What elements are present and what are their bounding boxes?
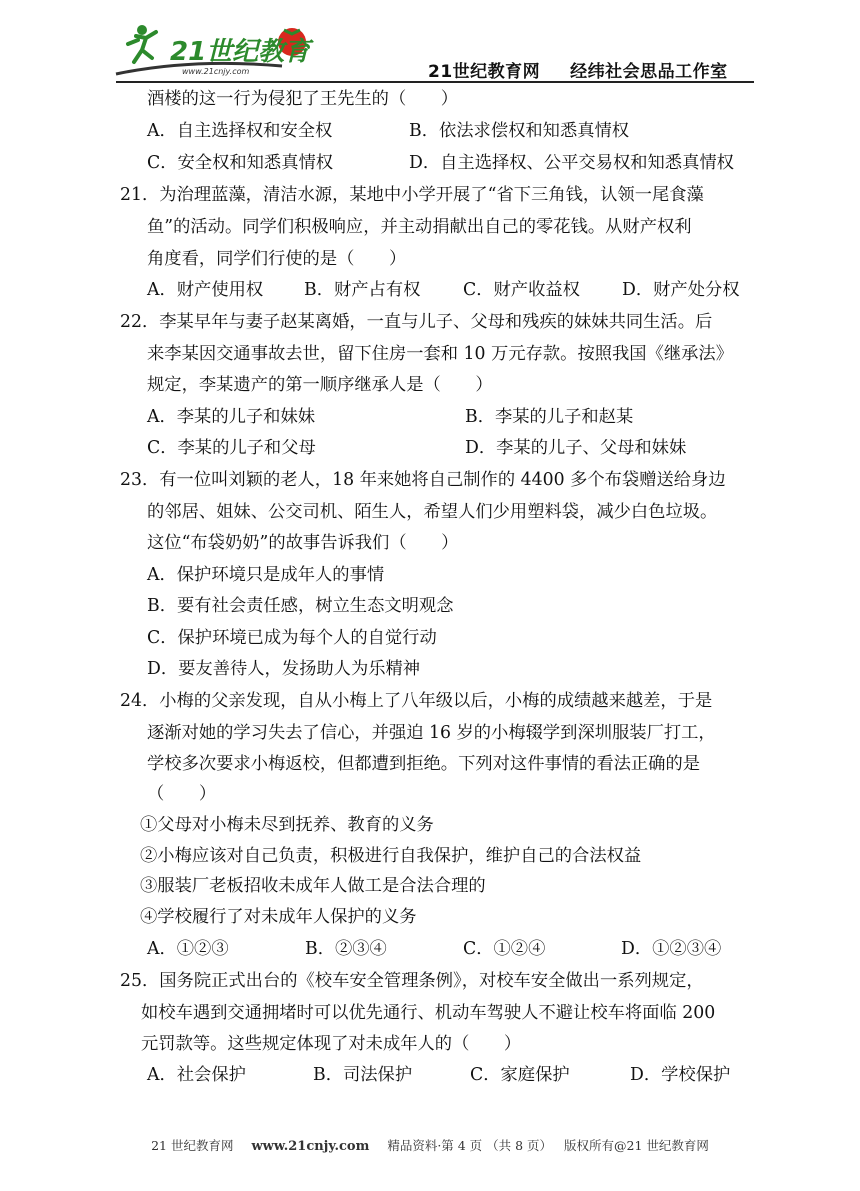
q20-options-row1 bbox=[147, 116, 629, 147]
q23-option-a[interactable]: A．保护环境只是成年人的事情 bbox=[147, 565, 385, 585]
q20-option-a[interactable]: A．自主选择权和安全权 bbox=[147, 121, 333, 141]
q20-options-row2 bbox=[147, 148, 734, 179]
q24-option-d[interactable]: D．①②③④ bbox=[621, 939, 722, 959]
footer-page-info: 精品资料·第 4 页 （共 8 页） bbox=[387, 1138, 553, 1153]
header-divider bbox=[116, 81, 754, 83]
q21-option-d[interactable]: D．财产处分权 bbox=[622, 280, 740, 300]
q22-stem-line3: 规定，李某遗产的第一顺序继承人是（ ） bbox=[147, 375, 493, 395]
q22-option-a[interactable]: A．李某的儿子和妹妹 bbox=[147, 407, 316, 427]
q22-stem-line1: 22．李某早年与妻子赵某离婚，一直与儿子、父母和残疾的妹妹共同生活。后 bbox=[120, 312, 713, 332]
q21-option-b[interactable]: B．财产占有权 bbox=[304, 280, 421, 300]
q25-option-c[interactable]: C．家庭保护 bbox=[470, 1065, 570, 1085]
q22-options-row1 bbox=[147, 402, 633, 433]
q25-stem-line3: 元罚款等。这些规定体现了对未成年人的（ ） bbox=[141, 1034, 522, 1054]
q25-stem-line1: 25．国务院正式出台的《校车安全管理条例》，对校车安全做出一系列规定， bbox=[120, 971, 704, 991]
q23-stem-line1: 23．有一位叫刘颖的老人，18 年来她将自己制作的 4400 多个布袋赠送给身边 bbox=[120, 470, 726, 490]
header-site-name[interactable]: 21世纪教育网 bbox=[428, 62, 541, 82]
footer-url-link[interactable]: www.21cnjy.com bbox=[251, 1139, 370, 1154]
q23-stem-line3: 这位“布袋奶奶”的故事告诉我们（ ） bbox=[147, 533, 459, 553]
q21-option-a[interactable]: A．财产使用权 bbox=[147, 280, 264, 300]
q22-options-row2 bbox=[147, 433, 686, 464]
q20-stem-continued: 酒楼的这一行为侵犯了王先生的（ ） bbox=[147, 89, 459, 109]
logo-wordmark: 21世纪教育 bbox=[170, 37, 311, 67]
q24-option-b[interactable]: B．②③④ bbox=[305, 939, 387, 959]
page-footer bbox=[0, 1136, 860, 1154]
logo-url: www.21cnjy.com bbox=[182, 67, 250, 76]
q25-stem-line2: 如校车遇到交通拥堵时可以优先通行、机动车驾驶人不避让校车将面临 200 bbox=[141, 1003, 716, 1023]
q25-options bbox=[147, 1060, 787, 1091]
q24-options bbox=[147, 934, 787, 965]
q22-option-c[interactable]: C．李某的儿子和父母 bbox=[147, 438, 316, 458]
q24-statement-3: ③服装厂老板招收未成年人做工是合法合理的 bbox=[140, 876, 486, 896]
q20-option-b[interactable]: B．依法求偿权和知悉真情权 bbox=[409, 121, 630, 141]
runner-logo-icon bbox=[112, 18, 322, 80]
q24-stem-line3: 学校多次要求小梅返校，但都遭到拒绝。下列对这件事情的看法正确的是 bbox=[147, 754, 701, 774]
q24-statement-1: ①父母对小梅未尽到抚养、教育的义务 bbox=[140, 815, 434, 835]
site-logo[interactable] bbox=[112, 18, 322, 80]
q23-option-b[interactable]: B．要有社会责任感，树立生态文明观念 bbox=[147, 596, 454, 616]
q20-option-d[interactable]: D．自主选择权、公平交易权和知悉真情权 bbox=[409, 153, 734, 173]
q23-stem-line2: 的邻居、姐妹、公交司机、陌生人，希望人们少用塑料袋，减少白色垃圾。 bbox=[147, 502, 718, 522]
q22-stem-line2: 来李某因交通事故去世，留下住房一套和 10 万元存款。按照我国《继承法》 bbox=[147, 344, 733, 364]
q25-option-b[interactable]: B．司法保护 bbox=[313, 1065, 413, 1085]
footer-site: 21 世纪教育网 bbox=[151, 1138, 234, 1153]
q22-option-d[interactable]: D．李某的儿子、父母和妹妹 bbox=[465, 438, 687, 458]
q21-option-c[interactable]: C．财产收益权 bbox=[463, 280, 580, 300]
q21-options bbox=[147, 275, 787, 306]
q22-option-b[interactable]: B．李某的儿子和赵某 bbox=[465, 407, 634, 427]
q21-stem-line1: 21．为治理蓝藻，清洁水源，某地中小学开展了“省下三角钱，认领一尾食藻 bbox=[120, 185, 704, 205]
q24-stem-line2: 逐渐对她的学习失去了信心，并强迫 16 岁的小梅辍学到深圳服装厂打工， bbox=[147, 723, 716, 743]
q25-option-a[interactable]: A．社会保护 bbox=[147, 1065, 246, 1085]
q20-option-c[interactable]: C．安全权和知悉真情权 bbox=[147, 153, 334, 173]
header-studio: 经纬社会思品工作室 bbox=[570, 62, 728, 82]
q24-statement-2: ②小梅应该对自己负责，积极进行自我保护，维护自己的合法权益 bbox=[140, 846, 642, 866]
q24-statement-4: ④学校履行了对未成年人保护的义务 bbox=[140, 907, 417, 927]
header-title bbox=[428, 57, 728, 82]
q23-option-c[interactable]: C．保护环境已成为每个人的自觉行动 bbox=[147, 628, 437, 648]
footer-copyright: 版权所有@21 世纪教育网 bbox=[564, 1138, 709, 1153]
q21-stem-line2: 鱼”的活动。同学们积极响应，并主动捐献出自己的零花钱。从财产权利 bbox=[147, 217, 692, 237]
q24-option-c[interactable]: C．①②④ bbox=[463, 939, 546, 959]
q23-option-d[interactable]: D．要友善待人，发扬助人为乐精神 bbox=[147, 659, 421, 679]
q24-stem-line1: 24．小梅的父亲发现，自从小梅上了八年级以后，小梅的成绩越来越差，于是 bbox=[120, 691, 713, 711]
q21-stem-line3: 角度看，同学们行使的是（ ） bbox=[147, 249, 407, 269]
page-header bbox=[0, 0, 860, 84]
q24-stem-line4: （ ） bbox=[147, 784, 217, 804]
q25-option-d[interactable]: D．学校保护 bbox=[630, 1065, 731, 1085]
q24-option-a[interactable]: A．①②③ bbox=[147, 939, 229, 959]
